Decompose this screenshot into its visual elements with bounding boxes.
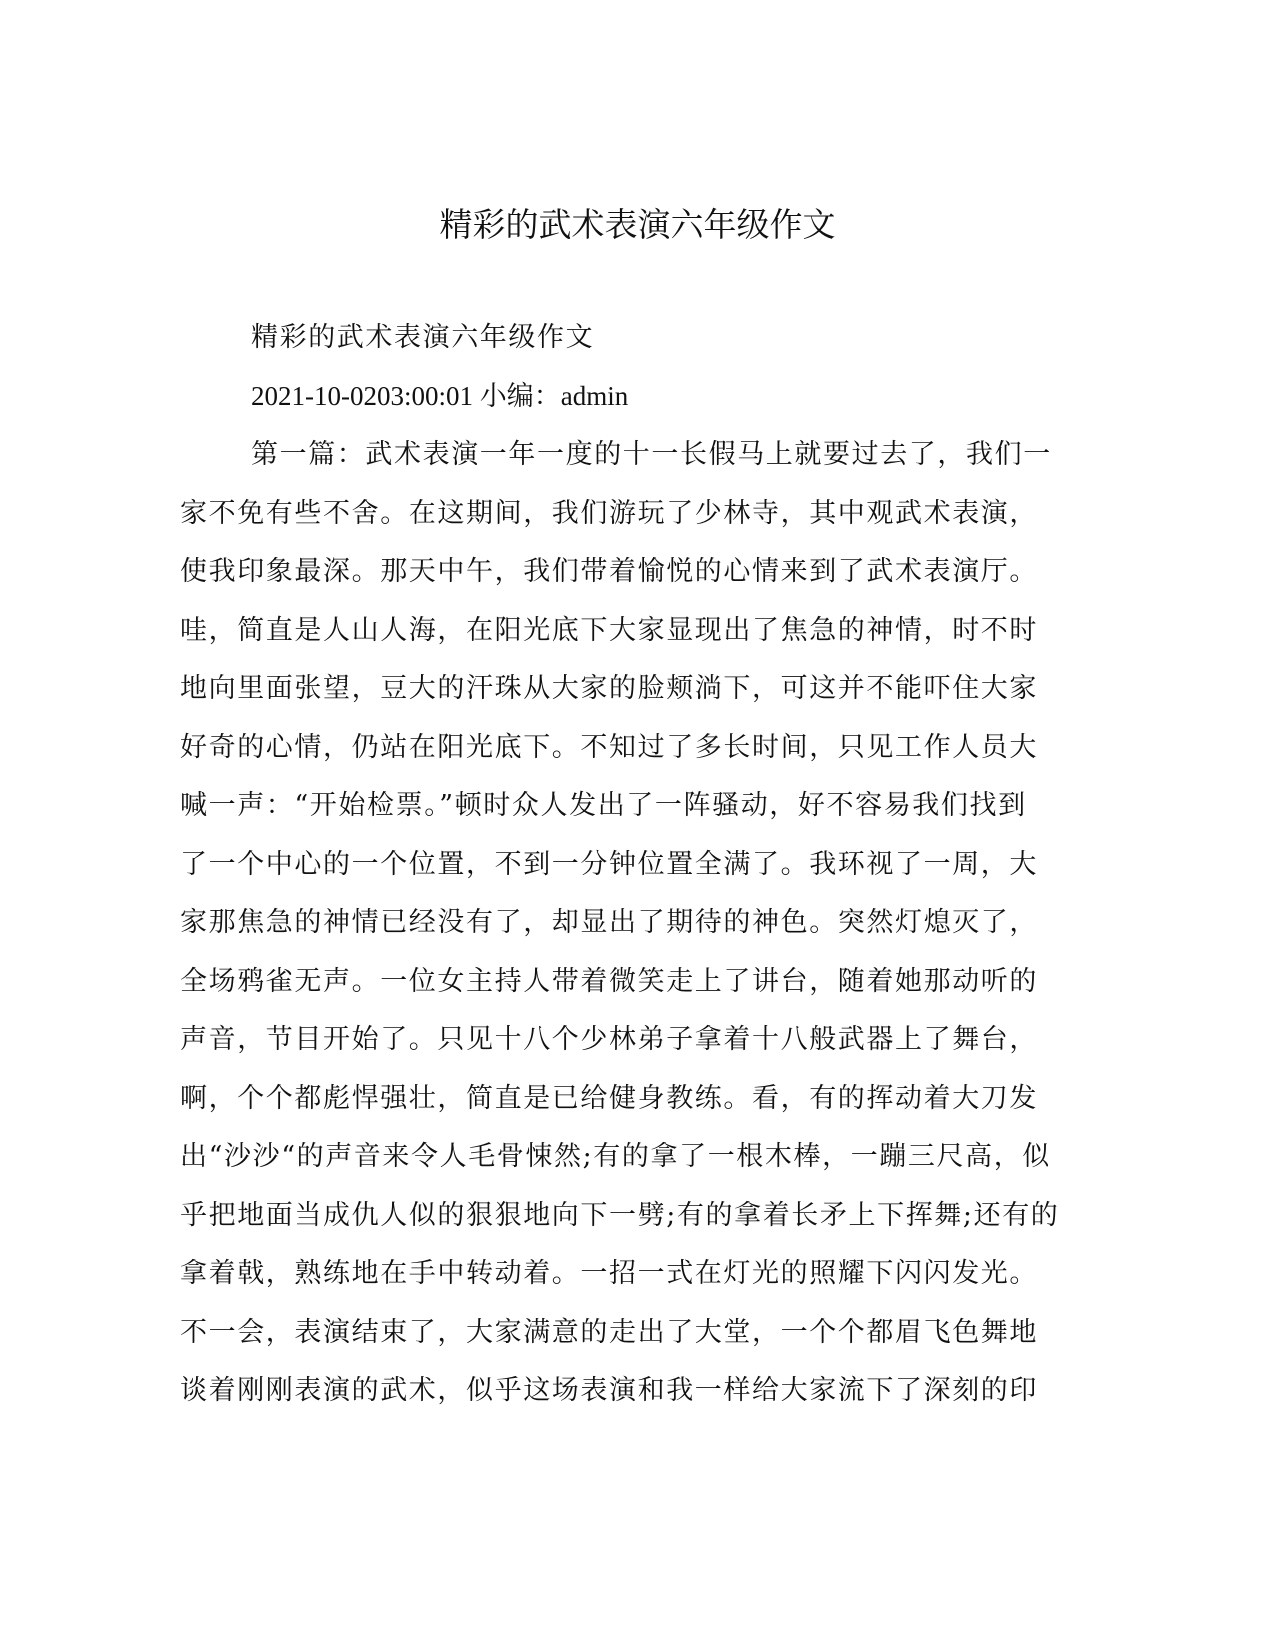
body-line: 不一会，表演结束了，大家满意的走出了大堂，一个个都眉飞色舞地 xyxy=(180,1316,1038,1348)
body-line: 拿着戟，熟练地在手中转动着。一招一式在灯光的照耀下闪闪发光。 xyxy=(180,1258,1038,1289)
body-line: 全场鸦雀无声。一位女主持人带着微笑走上了讲台，随着她那动听的 xyxy=(180,965,1038,997)
body-line: 出“沙沙“的声音来令人毛骨悚然;有的拿了一根木棒，一蹦三尺高，似 xyxy=(180,1141,1051,1172)
document-title: 精彩的武术表演六年级作文 xyxy=(439,205,836,244)
body-line: 家不免有些不舍。在这期间，我们游玩了少林寺，其中观武术表演， xyxy=(180,497,1038,529)
body-line: 第一篇：武术表演一年一度的十一长假马上就要过去了，我们一 xyxy=(251,439,1052,470)
body-line: 啊，个个都彪悍强壮，简直是已给健身教练。看，有的挥动着大刀发 xyxy=(180,1082,1038,1114)
article-meta: 2021-10-0203:00:01 小编：admin xyxy=(251,381,629,411)
article-body xyxy=(180,435,1060,1430)
body-line: 乎把地面当成仇人似的狠狠地向下一劈;有的拿着长矛上下挥舞;还有的 xyxy=(180,1199,1060,1231)
body-line: 谈着刚刚表演的武术，似乎这场表演和我一样给大家流下了深刻的印 xyxy=(180,1375,1038,1406)
body-line: 使我印象最深。那天中午，我们带着愉悦的心情来到了武术表演厅。 xyxy=(180,556,1038,587)
body-line: 喊一声：“开始检票。”顿时众人发出了一阵骚动，好不容易我们找到 xyxy=(180,790,1027,821)
body-line: 声音，节目开始了。只见十八个少林弟子拿着十八般武器上了舞台， xyxy=(180,1024,1038,1055)
body-line: 家那焦急的神情已经没有了，却显出了期待的神色。突然灯熄灭了， xyxy=(180,907,1038,938)
body-line: 好奇的心情，仍站在阳光底下。不知过了多长时间，只见工作人员大 xyxy=(180,731,1038,763)
body-line: 哇，简直是人山人海，在阳光底下大家显现出了焦急的神情，时不时 xyxy=(180,614,1038,646)
article-subtitle: 精彩的武术表演六年级作文 xyxy=(251,322,595,353)
body-line: 地向里面张望，豆大的汗珠从大家的脸颊淌下，可这并不能吓住大家 xyxy=(180,673,1038,704)
body-line: 了一个中心的一个位置，不到一分钟位置全满了。我环视了一周，大 xyxy=(180,848,1038,880)
